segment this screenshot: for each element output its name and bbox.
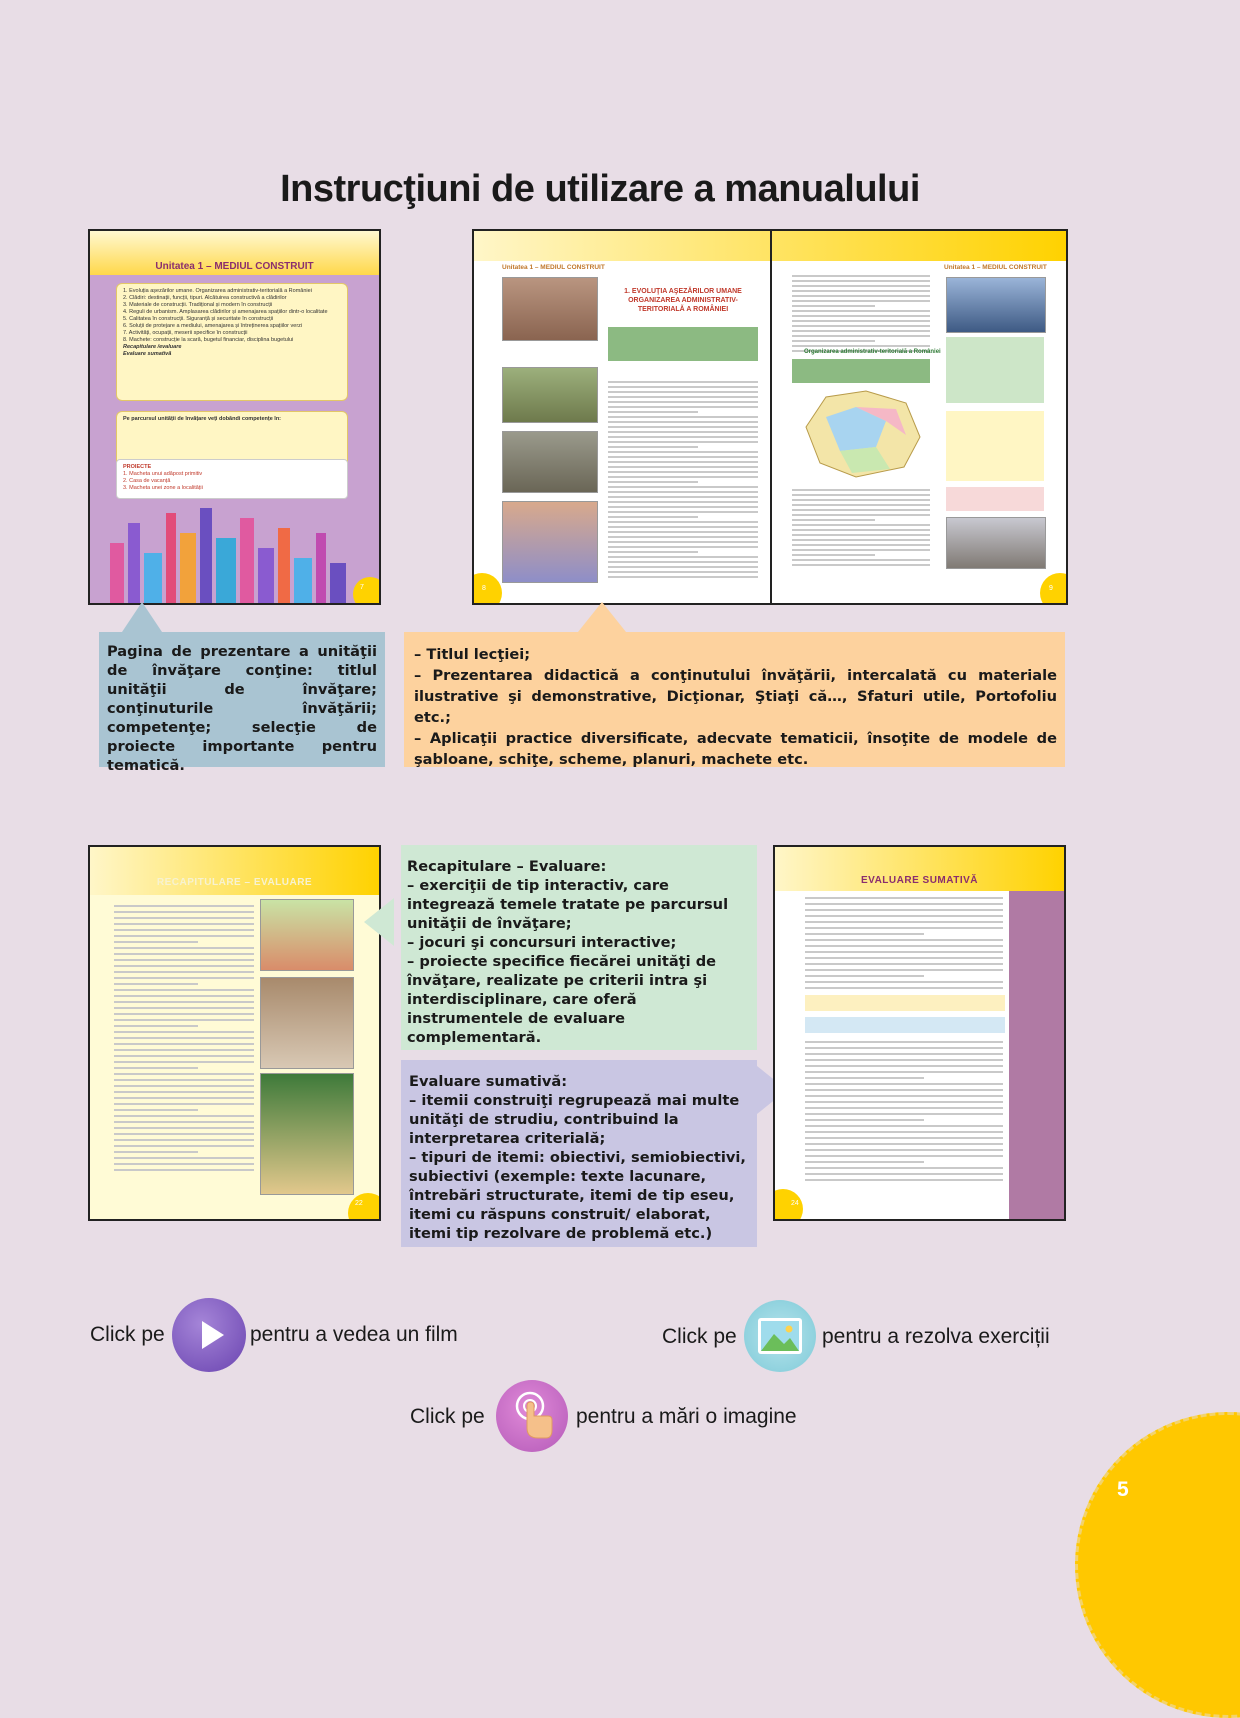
lesson-right-lower-text-line (792, 524, 930, 526)
evaluation-lower-text-line (805, 1083, 1003, 1085)
recap-text-line (114, 1109, 198, 1111)
lesson-description-box (404, 632, 1065, 767)
recap-text-line (114, 1169, 254, 1171)
lesson-left-text-line (608, 541, 758, 543)
evaluation-lower-text-line (805, 1149, 1003, 1151)
recap-text-line (114, 1085, 254, 1087)
unit-arrow (122, 602, 162, 632)
lesson-right-lower-text-line (792, 489, 930, 491)
lesson-right-lower-text-line (792, 549, 930, 551)
lesson-right-lower-text-line (792, 559, 930, 561)
recap-text-line (114, 1121, 254, 1123)
lesson-left-text-line (608, 481, 698, 483)
lesson-right-text-line (792, 335, 930, 337)
romania-map (796, 387, 926, 483)
evaluation-heading: Evaluare sumativă: (409, 1073, 568, 1090)
lesson-spread-thumbnail[interactable] (472, 229, 1068, 605)
evaluation-text-line (805, 963, 1003, 965)
evaluation-lower-text-line (805, 1119, 924, 1121)
enlarge-image-button[interactable] (496, 1380, 568, 1452)
recap-text-line (114, 935, 254, 937)
recap-header: RECAPITULARE – EVALUARE (156, 877, 313, 888)
recap-text-line (114, 917, 254, 919)
evaluation-text-line (805, 957, 1003, 959)
recap-text-line (114, 1037, 254, 1039)
lesson-left-text-line (608, 436, 758, 438)
city-skyline-illustration (90, 503, 379, 603)
evaluation-lower-text-line (805, 1047, 1003, 1049)
unit-presentation-thumbnail[interactable] (88, 229, 381, 605)
recap-text-line (114, 1145, 254, 1147)
recap-text-line (114, 1043, 254, 1045)
image-instruction-post: pentru a mări o imagine (576, 1405, 797, 1428)
evaluation-lower-text-line (805, 1125, 1003, 1127)
lesson-right-text-line (792, 280, 930, 282)
lesson-left-text-line (608, 476, 758, 478)
evaluation-lower-text-line (805, 1089, 1003, 1091)
recap-text-line (114, 941, 198, 943)
evaluation-lower-text-line (805, 1161, 924, 1163)
evaluation-header: EVALUARE SUMATIVĂ (860, 875, 979, 886)
dictionary-box (946, 337, 1044, 403)
lesson-title: 1. EVOLUŢIA AŞEZĂRILOR UMANE ORGANIZAREA ADMINISTRATIV-TERITORIALĂ A ROMÂNIEI (624, 288, 742, 313)
unit-topic-item: Recapitulare /evaluare (123, 344, 182, 350)
recap-text-line (114, 1007, 254, 1009)
recap-text-line (114, 1103, 254, 1105)
exercise-button[interactable] (744, 1300, 816, 1372)
unit-projects-box (116, 459, 348, 499)
recap-text-line (114, 971, 254, 973)
evaluation-lower-text-line (805, 1095, 1003, 1097)
lesson-right-text-line (792, 285, 930, 287)
evaluation-lower-text-line (805, 1059, 1003, 1061)
recap-text-line (114, 1139, 254, 1141)
unit-projects-title: PROIECTE (123, 464, 152, 470)
lesson-right-text-line (792, 315, 930, 317)
evaluation-lower-text-line (805, 1179, 1003, 1181)
evaluation-text-line (805, 903, 1003, 905)
recap-line-3: – proiecte specifice fiecărei unităţi de învăţare, realizate pe criterii intra şi interdisciplinare, care oferă instrumentele de evaluare complementară. (407, 953, 717, 1046)
evaluation-text-line (805, 897, 1003, 899)
unit-description-box (99, 632, 385, 774)
recap-text-line (114, 1061, 254, 1063)
evaluation-thumbnail[interactable] (773, 845, 1066, 1221)
recap-text-line (114, 1151, 198, 1153)
lesson-left-text-line (608, 451, 758, 453)
lesson-arrow (578, 602, 626, 632)
lesson-left-text-line (608, 536, 758, 538)
recap-photo-model-1 (260, 899, 354, 971)
lesson-left-text-line (608, 426, 758, 428)
evaluation-lower-text-line (805, 1143, 1003, 1145)
lesson-right-lower-text-line (792, 499, 930, 501)
lesson-left-text-line (608, 571, 758, 573)
evaluation-lower-text-line (805, 1071, 1003, 1073)
recap-text-line (114, 1073, 254, 1075)
lesson-left-text-line (608, 506, 758, 508)
recap-text-line (114, 1055, 254, 1057)
evaluation-text-line (805, 969, 1003, 971)
exercise-instruction-pre: Click pe (662, 1325, 737, 1348)
recap-text-line (114, 959, 254, 961)
lesson-right-lower-text-line (792, 564, 930, 566)
lesson-right-text-line (792, 290, 930, 292)
lesson-left-text-line (608, 486, 758, 488)
lesson-left-text-line (608, 566, 758, 568)
lesson-line-1: – Titlul lecţiei; (414, 646, 531, 663)
evaluation-description-box (401, 1060, 757, 1247)
recap-text-line (114, 1163, 254, 1165)
unit-description-text: Pagina de prezentare a unităţii de învăţare conţine: titlul unităţii de învăţare; conţinuturile învăţării; competenţe; selecţie de proiecte importante pentru tematică. (107, 643, 377, 774)
recap-text-line (114, 989, 254, 991)
touch-zoom-icon (496, 1380, 568, 1452)
lesson-line-3: – Aplicaţii practice diversificate, adecvate tematicii, însoţite de modele de şabloane, schiţe, scheme, planuri, machete etc. (414, 730, 1057, 768)
lesson-left-text-line (608, 491, 758, 493)
recap-text-line (114, 911, 254, 913)
page-number: 5 (1117, 1478, 1129, 1501)
film-instruction-pre: Click pe (90, 1323, 165, 1346)
lesson-left-text-line (608, 526, 758, 528)
recap-text-line (114, 1067, 198, 1069)
evaluation-text-line (805, 933, 924, 935)
recap-text-line (114, 1031, 254, 1033)
evaluation-lower-text-line (805, 1113, 1003, 1115)
recap-text-line (114, 1157, 254, 1159)
unit-topic-item: 1. Evoluția așezărilor umane. Organizarea administrativ-teritorială a României (123, 288, 312, 294)
lesson-header-left: Unitatea 1 – MEDIUL CONSTRUIT (502, 264, 605, 271)
lesson-right-text-line (792, 325, 930, 327)
lesson-header-right: Unitatea 1 – MEDIUL CONSTRUIT (944, 264, 1047, 271)
unit-project-item: 1. Macheta unui adăpost primitiv (123, 471, 203, 477)
lesson-left-text-line (608, 471, 758, 473)
lesson-left-text-line (608, 461, 758, 463)
lesson-right-lower-text-line (792, 529, 930, 531)
spread-divider (770, 231, 772, 603)
recap-page-number: 22 (355, 1200, 363, 1207)
lesson-left-text-line (608, 416, 758, 418)
recap-text-line (114, 923, 254, 925)
recap-text-line (114, 983, 198, 985)
evaluation-lower-text-line (805, 1173, 1003, 1175)
unit-page-number: 7 (360, 584, 364, 591)
recap-photo-model-2 (260, 977, 354, 1069)
lesson-photo-caves (502, 277, 598, 341)
recap-line-2: – jocuri şi concursuri interactive; (407, 934, 677, 951)
lesson-left-text-line (608, 551, 698, 553)
recap-text-line (114, 1019, 254, 1021)
lesson-left-text-line (608, 441, 758, 443)
evaluation-lower-text-line (805, 1107, 1003, 1109)
lesson-left-text-line (608, 501, 758, 503)
lesson-right-lower-text-line (792, 534, 930, 536)
recap-thumbnail[interactable] (88, 845, 381, 1221)
recap-text-line (114, 1079, 254, 1081)
image-exercise-icon (744, 1300, 816, 1372)
lesson-photo-ruins (502, 431, 598, 493)
evaluation-line-2: – tipuri de itemi: obiectivi, semiobiectivi, subiectivi (exemple: texte lacunare, întrebări structurate, itemi de tip eseu, itemi cu răspuns construit/ elaborat, itemi tip rezolvare de problemă etc.) (409, 1149, 746, 1242)
exercise-instruction-post: pentru a rezolva exerciții (822, 1325, 1050, 1348)
lesson-right-text-line (792, 345, 930, 347)
lesson-left-text-line (608, 411, 698, 413)
lesson-question-box (608, 327, 758, 361)
lesson-right-text-line (792, 330, 930, 332)
recap-heading: Recapitulare – Evaluare: (407, 858, 607, 875)
recap-arrow (364, 898, 394, 946)
lesson-right-text-line (792, 320, 930, 322)
evaluation-text-line (805, 921, 1003, 923)
evaluation-page-number: 24 (791, 1200, 799, 1207)
evaluation-answer-box-b (805, 1017, 1005, 1033)
evaluation-score-column (1009, 891, 1064, 1221)
lesson-left-text-line (608, 576, 758, 578)
evaluation-line-1: – itemii construiţi regrupează mai multe unităţi de strudiu, contribuind la interpretarea criterială; (409, 1092, 740, 1147)
lesson-page-left: 8 (482, 585, 486, 592)
lesson-left-text-line (608, 466, 758, 468)
evaluation-text-line (805, 939, 1003, 941)
lesson-section-title: Organizarea administrativ-teritorială a României (804, 349, 941, 355)
portfolio-box (946, 487, 1044, 511)
evaluation-text-line (805, 945, 1003, 947)
recap-text-line (114, 953, 254, 955)
evaluation-lower-text-line (805, 1131, 1003, 1133)
unit-project-item: 3. Macheta unei zone a localității (123, 485, 203, 491)
unit-topics-box (116, 283, 348, 401)
evaluation-text-line (805, 951, 1003, 953)
evaluation-text-line (805, 987, 1003, 989)
lesson-left-text-line (608, 446, 698, 448)
lesson-right-text-line (792, 300, 930, 302)
recap-text-line (114, 905, 254, 907)
evaluation-text-line (805, 975, 924, 977)
recap-text-line (114, 1091, 254, 1093)
unit-header: Unitatea 1 – MEDIUL CONSTRUIT (155, 261, 314, 272)
lesson-photo-sighisoara (502, 501, 598, 583)
recap-photo-model-3 (260, 1073, 354, 1195)
evaluation-text-line (805, 909, 1003, 911)
evaluation-text-line (805, 981, 1003, 983)
lesson-line-2: – Prezentarea didactică a conţinutului învăţării, intercalată cu materiale ilustrative şi demonstrative, Dicţionar, Ştiaţi că…, Sfaturi utile, Portofoliu etc.; (414, 667, 1057, 726)
lesson-left-text-line (608, 396, 758, 398)
lesson-left-text-line (608, 531, 758, 533)
evaluation-text-line (805, 915, 1003, 917)
lesson-right-lower-text-line (792, 514, 930, 516)
unit-skills-title: Pe parcursul unității de învățare veți dobândi competențe în: (123, 416, 282, 422)
evaluation-lower-text-line (805, 1041, 1003, 1043)
lesson-page-right: 9 (1049, 585, 1053, 592)
recap-text-line (114, 1013, 254, 1015)
lesson-left-text-line (608, 431, 758, 433)
recap-description-box (401, 845, 757, 1050)
lesson-left-text-line (608, 401, 758, 403)
play-video-button[interactable] (172, 1298, 246, 1372)
page-title: Instrucţiuni de utilizare a manualului (280, 168, 920, 210)
lesson-left-text-line (608, 496, 758, 498)
recap-text-line (114, 1115, 254, 1117)
recap-text-line (114, 1097, 254, 1099)
unit-topic-item: 2. Clădiri: destinații, funcții, tipuri. Alcătuirea constructivă a clădirilor (123, 295, 287, 301)
evaluation-lower-text-line (805, 1167, 1003, 1169)
evaluation-lower-text-line (805, 1155, 1003, 1157)
lesson-left-text-line (608, 391, 758, 393)
lesson-left-text-line (608, 556, 758, 558)
recap-text-line (114, 995, 254, 997)
recap-line-1: – exerciţii de tip interactiv, care integrează temele tratate pe parcursul unităţii de învăţare; (407, 877, 729, 932)
lesson-left-text-line (608, 421, 758, 423)
recap-text-line (114, 977, 254, 979)
evaluation-lower-text-line (805, 1101, 1003, 1103)
unit-topic-item: 3. Materiale de construcții. Tradițional și modern în construcții (123, 302, 273, 308)
evaluation-answer-box-a (805, 995, 1005, 1011)
unit-topic-item: 5. Calitatea în construcții. Siguranță și securitate în construcții (123, 316, 274, 322)
lesson-right-lower-text-line (792, 519, 875, 521)
recap-text-line (114, 1025, 198, 1027)
play-icon (172, 1298, 246, 1372)
lesson-left-text-line (608, 561, 758, 563)
recap-text-line (114, 965, 254, 967)
evaluation-lower-text-line (805, 1137, 1003, 1139)
lesson-section-box (792, 359, 930, 383)
unit-topics (123, 288, 341, 358)
unit-topic-item: 8. Machete: construcție la scară, bugetul financiar, disciplina bugetului (123, 337, 294, 343)
lesson-left-text-line (608, 381, 758, 383)
unit-topic-item: 7. Activități, ocupații, meserii specifice în construcții (123, 330, 248, 336)
lesson-photo-houses (502, 367, 598, 423)
lesson-left-text-line (608, 406, 758, 408)
recap-text-line (114, 947, 254, 949)
lesson-right-text-line (792, 310, 930, 312)
lesson-right-lower-text-line (792, 509, 930, 511)
tips-box (946, 411, 1044, 481)
city-skyline-photo (946, 277, 1046, 333)
unit-topic-item: 6. Soluții de protejare a mediului, amenajarea și întreținerea spațiilor verzi (123, 323, 303, 329)
lesson-right-text-line (792, 340, 875, 342)
lesson-right-lower-text-line (792, 554, 875, 556)
recap-text-line (114, 1133, 254, 1135)
recap-text-line (114, 1001, 254, 1003)
evaluation-text-line (805, 927, 1003, 929)
evaluation-lower-text-line (805, 1065, 1003, 1067)
unit-topic-item: 4. Reguli de urbanism. Amplasarea clădirilor și amenajarea spațiilor dintr-o localitate (123, 309, 328, 315)
unit-topic-item: Evaluare sumativă (123, 351, 172, 357)
lesson-right-lower-text-line (792, 504, 930, 506)
lesson-left-text-line (608, 456, 758, 458)
lesson-left-text-line (608, 511, 758, 513)
lesson-left-text-line (608, 386, 758, 388)
image-instruction-pre: Click pe (410, 1405, 485, 1428)
evaluation-lower-text-line (805, 1053, 1003, 1055)
page-corner-decoration (1075, 1412, 1240, 1718)
lesson-right-lower-text-line (792, 494, 930, 496)
lesson-right-lower-text-line (792, 544, 930, 546)
lesson-left-text-line (608, 546, 758, 548)
evaluation-lower-text-line (805, 1077, 924, 1079)
lesson-right-text-line (792, 295, 930, 297)
unit-project-item: 2. Casa de vacanță (123, 478, 171, 484)
lesson-left-text-line (608, 516, 698, 518)
film-instruction-post: pentru a vedea un film (250, 1323, 458, 1346)
lesson-right-text-line (792, 275, 930, 277)
recap-text-line (114, 1049, 254, 1051)
lesson-right-text-line (792, 305, 875, 307)
lesson-right-lower-text-line (792, 539, 930, 541)
recap-text-line (114, 929, 254, 931)
recap-text-line (114, 1127, 254, 1129)
lesson-left-text-line (608, 521, 758, 523)
bucharest-photo (946, 517, 1046, 569)
unit-projects-list (123, 471, 341, 492)
